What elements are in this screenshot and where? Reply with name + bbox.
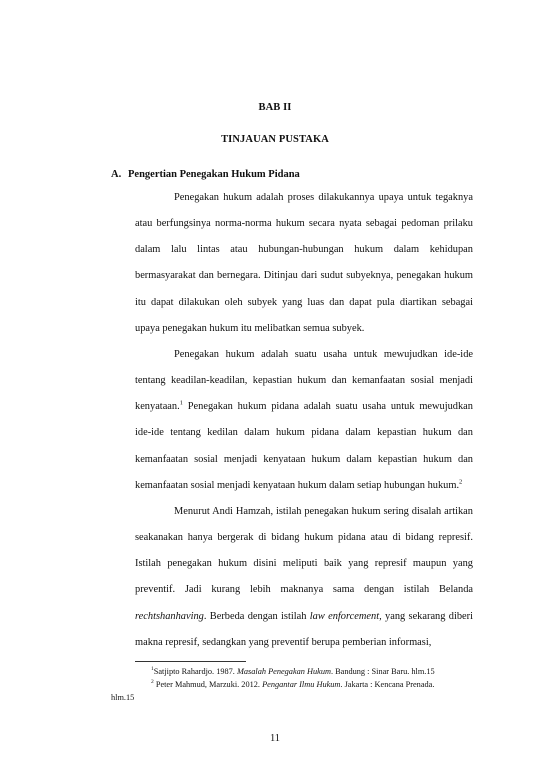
section-heading-text: Pengertian Penegakan Hukum Pidana [128,169,300,180]
footnote-ref-1[interactable]: 1 [179,399,183,407]
paragraph-3 [135,499,473,656]
paragraph-2-part-a: Penegakan hukum adalah suatu usaha untuk mewujudkan ide-ide tentang keadilan-keadilan, kepastian hukum dan kemanfaatan sosial menjadi kenyataan. [135,349,473,413]
footnote-2-rest: . Jakarta : Kencana Prenada. [340,680,435,689]
footnote-1 [135,665,473,678]
footnotes [111,665,473,704]
footnote-1-rest: . Bandung : Sinar Baru. hlm.15 [330,667,435,676]
paragraph-2 [135,342,473,499]
paragraph-3-part-b: . Berbeda dengan istilah [203,610,310,622]
footnote-2-author: Peter Mahmud, Marzuki. 2012. [153,680,263,689]
paragraph-3-part-c: yang sekarang diberi makna represif, sedangkan yang preventif berupa pemberian informasi, [135,610,474,648]
term-rechtshanhaving: rechtshanhaving [135,610,204,622]
paragraph-2-text [135,342,473,499]
footnote-2-mark: 2 [151,679,154,686]
paragraph-2-part-b: Penegakan hukum pidana adalah suatu usaha untuk mewujudkan ide-ide tentang kedilan dalam hukum pidana dalam kepastian hukum dan kemanfaatan sosial menjadi kenyataan hukum dalam kepastian hukum dan kemanfaatan sosial menjadi kenyataan hukum dalam setiap hubungan hukum. [135,401,473,491]
chapter-number: BAB II [258,102,292,113]
footnote-1-author: Satjipto Rahardjo. 1987. [153,667,237,676]
paragraph-1-text: Penegakan hukum adalah proses dilakukannya upaya untuk tegaknya atau berfungsinya norma-norma hukum secara nyata sebagai pedoman prilaku dalam lalu lintas atau hubungan-hubungan hukum dalam kehidupan bermasyarakat dan bernegara. Ditinjau dari sudut subyeknya, penegakan hukum itu dapat dilakukan oleh subyek yang luas dan dapat pula diartikan sebagai upaya penegakan hukum itu melibatkan semua subyek. [135,192,473,334]
footnote-1-mark: 1 [151,666,154,673]
footnote-1-work: Masalah Penegakan Hukum [236,667,331,676]
paragraph-3-text [135,499,473,656]
page-number: 11 [269,733,281,744]
footnote-2-continuation: hlm.15 [111,693,135,702]
paragraph-3-part-a: Menurut Andi Hamzah, istilah penegakan hukum sering disalah artikan seakanakan hanya bergerak di bidang hukum pidana atau di bidang represif. Istilah penegakan hukum disini meliputi baik yang represif maupun yang preventif. Jadi kurang lebih maknanya sama dengan istilah Belanda [135,506,473,596]
footnote-2-work: Pengantar Ilmu Hukum [262,680,341,689]
paragraph-1 [135,185,473,342]
footnote-divider [135,661,246,662]
term-law-enforcement: law enforcement, [309,610,382,622]
footnote-ref-2[interactable]: 2 [459,478,463,486]
section-heading [111,169,300,180]
footnote-2 [135,678,473,691]
section-letter: A. [111,169,122,180]
chapter-title: TINJAUAN PUSTAKA [221,134,329,145]
